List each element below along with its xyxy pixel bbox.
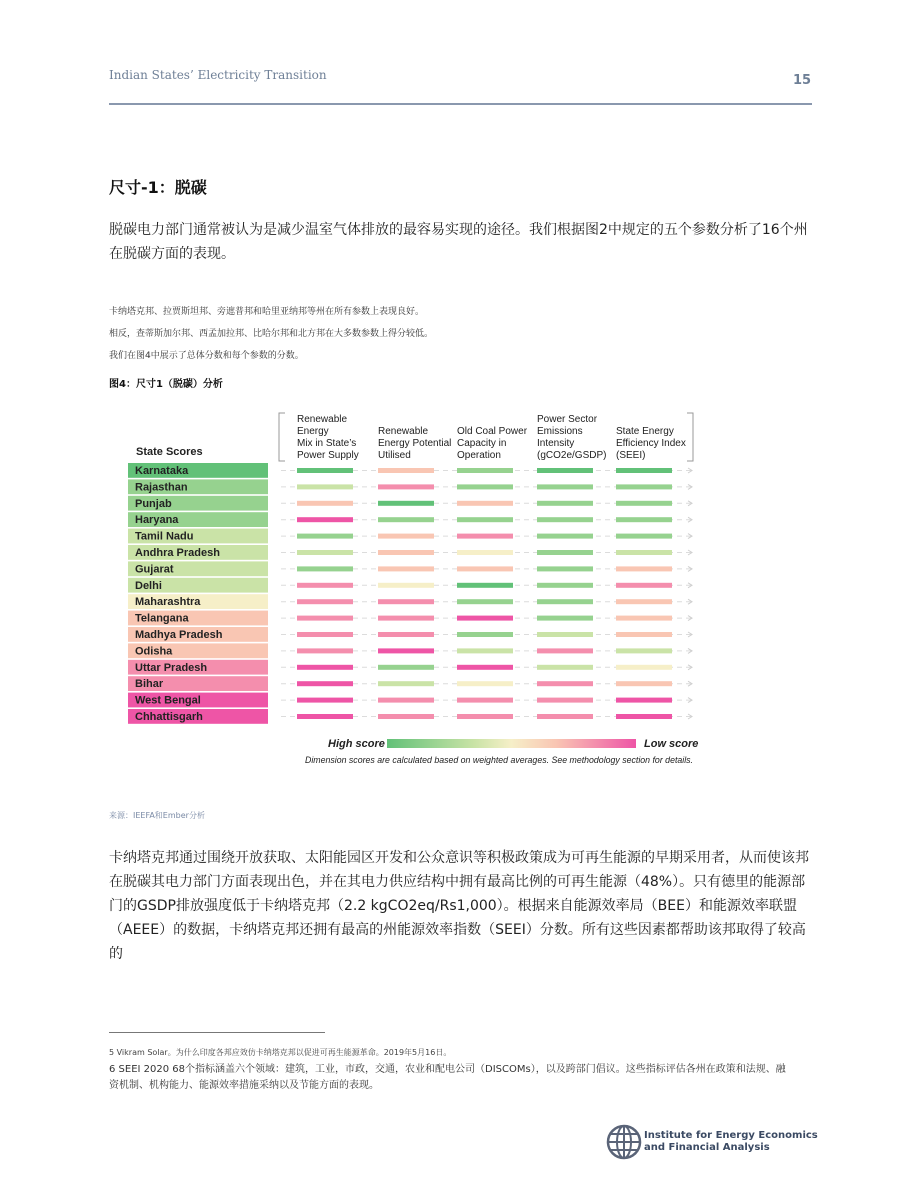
score-bar bbox=[378, 566, 434, 571]
globe-logo-icon bbox=[606, 1124, 642, 1160]
score-bar bbox=[616, 517, 672, 522]
state-label: Haryana bbox=[135, 514, 179, 527]
column-header-line: Intensity bbox=[537, 438, 575, 449]
score-bar bbox=[616, 616, 672, 621]
score-bar bbox=[537, 550, 593, 555]
score-bar bbox=[457, 517, 513, 522]
score-bar bbox=[457, 484, 513, 489]
score-bar bbox=[297, 632, 353, 637]
score-bar bbox=[378, 616, 434, 621]
score-bar bbox=[378, 583, 434, 588]
score-bar bbox=[537, 566, 593, 571]
header-bracket-right bbox=[687, 413, 693, 461]
score-bar bbox=[297, 616, 353, 621]
header-divider bbox=[109, 103, 812, 105]
column-header-line: Operation bbox=[457, 450, 501, 461]
score-bar bbox=[616, 714, 672, 719]
score-bar bbox=[378, 468, 434, 473]
score-bar bbox=[457, 681, 513, 686]
score-bar bbox=[297, 566, 353, 571]
score-bar bbox=[457, 534, 513, 539]
score-bar bbox=[616, 648, 672, 653]
summary-line: 我们在图4中展示了总体分数和每个参数的分数。 bbox=[109, 351, 304, 361]
score-bar bbox=[297, 484, 353, 489]
summary-line: 卡纳塔克邦、拉贾斯坦邦、旁遮普邦和哈里亚纳邦等州在所有参数上表现良好。 bbox=[109, 307, 425, 317]
score-bar bbox=[537, 698, 593, 703]
logo-line-1: Institute for Energy Economics bbox=[644, 1130, 818, 1141]
logo-line-2: and Financial Analysis bbox=[644, 1142, 770, 1153]
state-label: Bihar bbox=[135, 678, 164, 691]
state-label: Punjab bbox=[135, 497, 172, 510]
state-label: Uttar Pradesh bbox=[135, 661, 208, 674]
score-bar bbox=[616, 698, 672, 703]
score-bar bbox=[457, 616, 513, 621]
score-bar bbox=[297, 583, 353, 588]
score-bar bbox=[616, 665, 672, 670]
score-bar bbox=[457, 566, 513, 571]
score-bar bbox=[378, 501, 434, 506]
chart-note: Dimension scores are calculated based on weighted averages. See methodology section for details. bbox=[305, 755, 693, 766]
score-bar bbox=[616, 599, 672, 604]
score-bar bbox=[297, 501, 353, 506]
score-bar bbox=[378, 599, 434, 604]
score-bar bbox=[537, 599, 593, 604]
state-scores-header: State Scores bbox=[136, 446, 203, 458]
score-bar bbox=[457, 468, 513, 473]
score-bar bbox=[378, 665, 434, 670]
score-bar bbox=[297, 534, 353, 539]
score-bar bbox=[537, 484, 593, 489]
score-bar bbox=[297, 599, 353, 604]
column-header-line: Mix in State’s bbox=[297, 438, 357, 449]
state-label: Odisha bbox=[135, 645, 173, 658]
figure-source: 来源：IEEFA和Ember分析 bbox=[109, 811, 205, 820]
footnote-divider bbox=[109, 1032, 325, 1033]
score-bar bbox=[537, 681, 593, 686]
footnote-6: 6 SEEI 2020 68个指标涵盖六个领域：建筑，工业，市政，交通，农业和配电公司（DISCOMs），以及跨部门倡议。这些指标评估各州在政策和法规、融资机制、机构能力、能源效率措施采纳以及节能方面的表现。 bbox=[109, 1064, 786, 1091]
score-bar bbox=[297, 681, 353, 686]
score-bar bbox=[378, 534, 434, 539]
score-bar bbox=[457, 632, 513, 637]
score-bar bbox=[457, 665, 513, 670]
score-bar bbox=[616, 583, 672, 588]
summary-line: 相反，查蒂斯加尔邦、西孟加拉邦、比哈尔邦和北方邦在大多数参数上得分较低。 bbox=[109, 329, 434, 339]
state-label: Rajasthan bbox=[135, 481, 188, 494]
score-bar bbox=[297, 517, 353, 522]
intro-paragraph: 脱碳电力部门通常被认为是减少温室气体排放的最容易实现的途径。我们根据图2中规定的五个参数分析了16个州在脱碳方面的表现。 bbox=[109, 222, 808, 262]
score-bar bbox=[378, 648, 434, 653]
score-bar bbox=[457, 583, 513, 588]
score-bar bbox=[457, 648, 513, 653]
score-bar bbox=[378, 517, 434, 522]
state-label: Telangana bbox=[135, 612, 189, 625]
score-bar bbox=[378, 484, 434, 489]
legend-low-label: Low score bbox=[644, 738, 699, 750]
page-number: 15 bbox=[793, 73, 812, 88]
state-label: Madhya Pradesh bbox=[135, 629, 223, 641]
score-bar bbox=[616, 566, 672, 571]
column-header-line: Old Coal Power bbox=[457, 426, 528, 437]
score-bar bbox=[537, 517, 593, 522]
score-bar bbox=[457, 550, 513, 555]
score-bar bbox=[378, 714, 434, 719]
score-bar bbox=[297, 648, 353, 653]
score-bar bbox=[378, 550, 434, 555]
score-bar bbox=[297, 714, 353, 719]
column-header-line: Renewable bbox=[378, 426, 429, 437]
column-header-line: Renewable bbox=[297, 414, 348, 425]
score-bar bbox=[457, 599, 513, 604]
state-label: Gujarat bbox=[135, 563, 174, 576]
state-label: West Bengal bbox=[135, 694, 201, 707]
state-label: Chhattisgarh bbox=[135, 711, 203, 723]
score-bar bbox=[616, 632, 672, 637]
dimension-heatmap-chart bbox=[109, 405, 709, 775]
score-bar bbox=[537, 534, 593, 539]
figure-caption: 图4：尺寸1（脱碳）分析 bbox=[109, 379, 223, 390]
score-bar bbox=[297, 468, 353, 473]
score-bar bbox=[537, 616, 593, 621]
score-bar bbox=[537, 665, 593, 670]
score-bar bbox=[378, 698, 434, 703]
score-bar bbox=[537, 583, 593, 588]
score-bar bbox=[537, 648, 593, 653]
score-bar bbox=[537, 468, 593, 473]
column-header-line: (gCO2e/GSDP) bbox=[537, 450, 607, 461]
score-bar bbox=[457, 501, 513, 506]
score-bar bbox=[537, 714, 593, 719]
header-title: Indian States’ Electricity Transition bbox=[109, 68, 327, 82]
state-label: Andhra Pradesh bbox=[135, 547, 220, 559]
legend-gradient-bar bbox=[387, 739, 636, 748]
footnote-5: 5 Vikram Solar。为什么印度各邦应效仿卡纳塔克邦以促进可再生能源革命。2019年5月16日。 bbox=[109, 1048, 452, 1057]
score-bar bbox=[616, 550, 672, 555]
score-bar bbox=[616, 681, 672, 686]
column-header-line: Energy bbox=[297, 426, 329, 437]
column-header-line: (SEEI) bbox=[616, 450, 646, 461]
column-header-line: Capacity in bbox=[457, 438, 507, 449]
column-header-line: Energy Potential bbox=[378, 438, 452, 449]
column-header-line: Utilised bbox=[378, 450, 411, 461]
state-label: Tamil Nadu bbox=[135, 530, 194, 543]
score-bar bbox=[616, 468, 672, 473]
score-bar bbox=[616, 484, 672, 489]
score-bar bbox=[297, 665, 353, 670]
state-label: Delhi bbox=[135, 579, 162, 592]
score-bar bbox=[537, 632, 593, 637]
legend-high-label: High score bbox=[328, 738, 385, 750]
column-header-line: Power Sector bbox=[537, 414, 598, 425]
state-label: Maharashtra bbox=[135, 596, 201, 609]
score-bar bbox=[297, 698, 353, 703]
score-bar bbox=[378, 632, 434, 637]
body-paragraph: 卡纳塔克邦通过围绕开放获取、太阳能园区开发和公众意识等积极政策成为可再生能源的早期采用者，从而使该邦在脱碳其电力部门方面表现出色，并在其电力供应结构中拥有最高比例的可再生能源（48%）。只有德里的能源部门的GSDP排放强度低于卡纳塔克邦（2.2 kgCO2eq/Rs1,000）。根据来自能源效率局（BEE）和能源效率联盟（AEEE）的数据，卡纳塔克邦还拥有最高的州能源效率指数（SEEI）分数。所有这些因素都帮助该邦取得了较高的 bbox=[109, 850, 809, 962]
score-bar bbox=[457, 714, 513, 719]
score-bar bbox=[616, 534, 672, 539]
column-header-line: Power Supply bbox=[297, 450, 359, 461]
column-header-line: Emissions bbox=[537, 426, 583, 437]
state-label: Karnataka bbox=[135, 465, 189, 477]
column-header-line: Efficiency Index bbox=[616, 438, 686, 449]
score-bar bbox=[297, 550, 353, 555]
logo-text bbox=[644, 1130, 818, 1154]
score-bar bbox=[537, 501, 593, 506]
column-header-line: State Energy bbox=[616, 426, 674, 437]
section-heading: 尺寸-1：脱碳 bbox=[109, 178, 207, 197]
score-bar bbox=[378, 681, 434, 686]
score-bar bbox=[457, 698, 513, 703]
header-bracket-left bbox=[279, 413, 285, 461]
score-bar bbox=[616, 501, 672, 506]
